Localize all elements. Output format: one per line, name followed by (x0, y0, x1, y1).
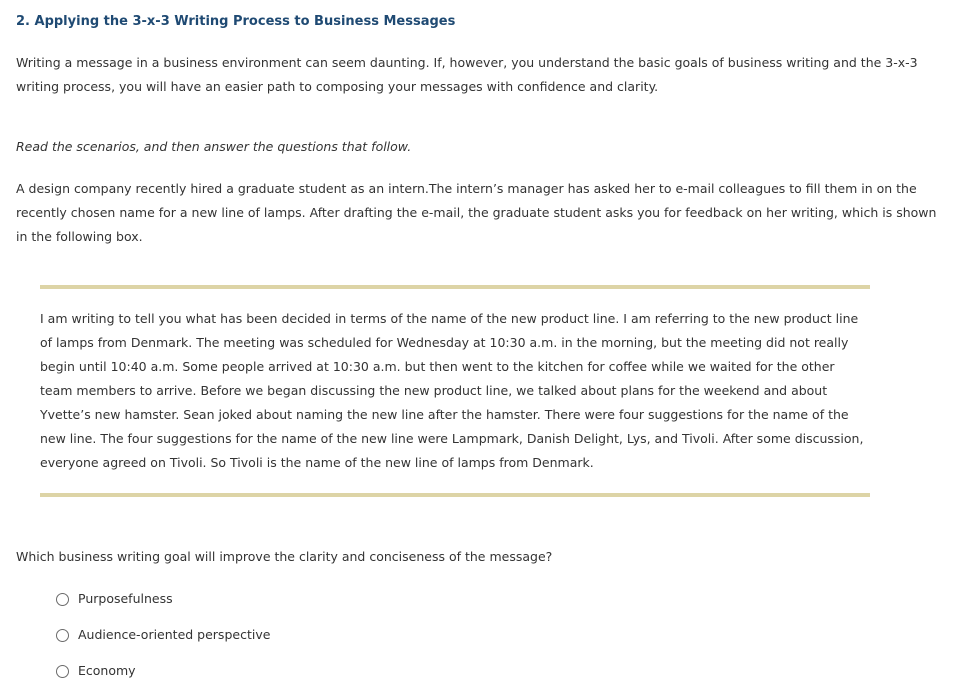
email-draft-box (40, 285, 870, 499)
answer-options (56, 587, 270, 695)
radio-button[interactable] (56, 665, 69, 678)
intro-paragraph: Writing a message in a business environment can seem daunting. If, however, you understand the basic goals of business writing and the 3-x-3 writing process, you will have an easier path to composing your messages with confidence and clarity. (16, 55, 918, 94)
option-purposefulness[interactable] (56, 587, 270, 623)
option-label[interactable]: Audience-oriented perspective (78, 627, 271, 642)
page-title: 2. Applying the 3-x-3 Writing Process to Business Messages (16, 14, 456, 29)
option-label[interactable]: Economy (78, 663, 136, 678)
option-audience-oriented-perspective[interactable] (56, 623, 270, 659)
option-economy[interactable] (56, 659, 270, 695)
question-text: Which business writing goal will improve the clarity and conciseness of the message? (16, 549, 553, 564)
radio-button[interactable] (56, 629, 69, 642)
email-draft-text: I am writing to tell you what has been decided in terms of the name of the new product line. I am referring to the new product line of lamps from Denmark. The meeting was scheduled for Wednesday at 10:30 a.m. in the morning, but the meeting did not really begin until 10:40 a.m. Some people arrived at 10:30 a.m. but then went to the kitchen for coffee while we waited for the other team members to arrive. Before we began discussing the new product line, we talked about plans for the weekend and about Yvette’s new hamster. Sean joked about naming the new line after the hamster. There were four suggestions for the name of the new line. The four suggestions for the name of the new line were Lampmark, Danish Delight, Lys, and Tivoli. After some discussion, everyone agreed on Tivoli. So Tivoli is the name of the new line of lamps from Denmark. (40, 311, 864, 470)
option-label[interactable]: Purposefulness (78, 591, 173, 606)
box-top-rule (40, 285, 870, 289)
instruction-text: Read the scenarios, and then answer the questions that follow. (16, 139, 412, 154)
box-bottom-rule (40, 493, 870, 497)
scenario-paragraph: A design company recently hired a graduate student as an intern.The intern’s manager has asked her to e-mail colleagues to fill them in on the recently chosen name for a new line of lamps. After drafting the e-mail, the graduate student asks you for feedback on her writing, which is shown in the following box. (16, 181, 937, 244)
radio-button[interactable] (56, 593, 69, 606)
